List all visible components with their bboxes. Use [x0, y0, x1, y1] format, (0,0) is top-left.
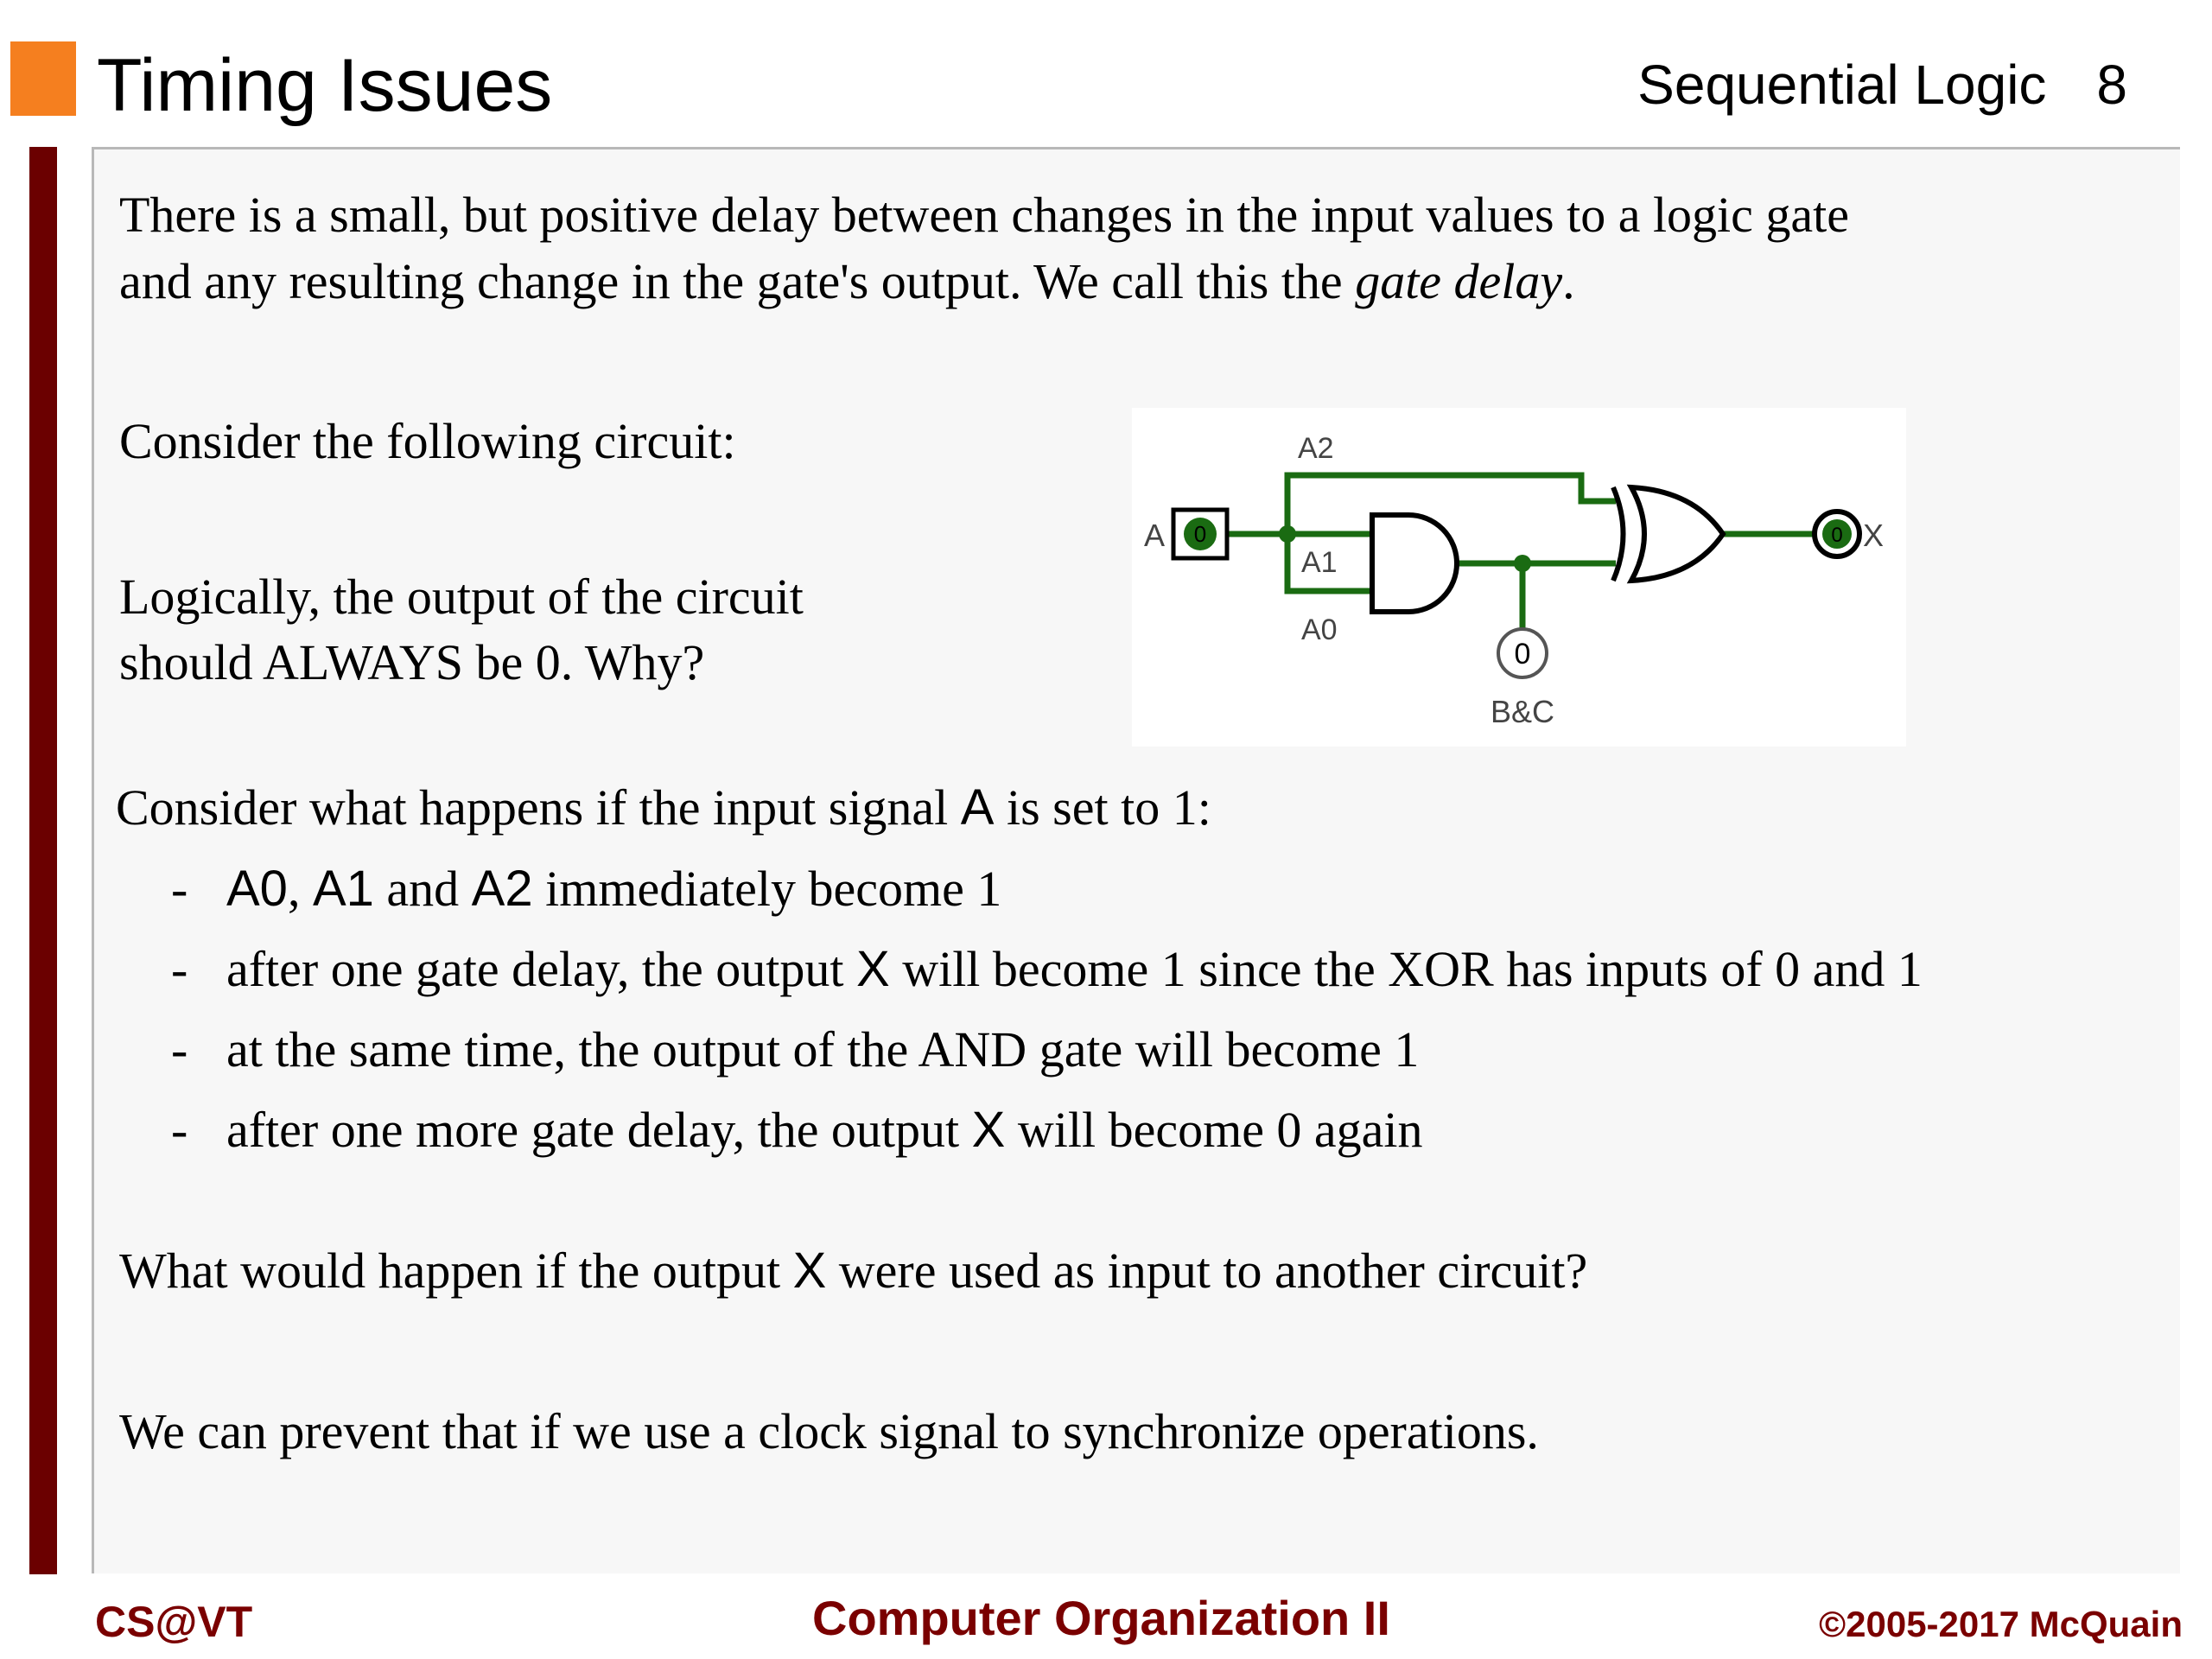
bullet-4 — [226, 1096, 1423, 1164]
slide-title: Timing Issues — [97, 44, 553, 127]
consider-a-text — [116, 774, 1211, 842]
bullet-1 — [226, 855, 1001, 923]
logic-line-2: should ALWAYS be 0. Why? — [119, 634, 705, 690]
signal-a2: A2 — [471, 861, 533, 917]
bullet-dash-2: - — [171, 941, 188, 997]
bullet-1-sep-1: , — [287, 861, 313, 917]
junction-a — [1279, 525, 1296, 543]
consider-a-part2: is set to 1: — [994, 779, 1211, 836]
label-a0: A0 — [1301, 613, 1338, 646]
intro-line-2-end: . — [1562, 253, 1575, 309]
left-accent-bar — [29, 147, 57, 1574]
signal-a0: A0 — [226, 861, 288, 917]
page-number: 8 — [2096, 54, 2127, 116]
and-gate — [1372, 515, 1457, 612]
slide-header-right — [1637, 43, 2127, 126]
label-a1: A1 — [1301, 546, 1338, 579]
bullet-1-end: immediately become 1 — [532, 861, 1002, 917]
input-pin-value: 0 — [1193, 521, 1207, 547]
probe-label: B&C — [1490, 694, 1555, 729]
circuit-svg — [1132, 408, 1906, 747]
question-part1: What would happen if the output — [119, 1243, 793, 1299]
xor-gate — [1631, 487, 1723, 581]
section-name: Sequential Logic — [1637, 54, 2047, 116]
footer-left: CS@VT — [95, 1598, 253, 1646]
label-a2: A2 — [1298, 432, 1334, 465]
question-part2: were used as input to another circuit? — [826, 1243, 1588, 1299]
signal-a1: A1 — [312, 861, 374, 917]
intro-line-2 — [119, 248, 1575, 315]
title-accent-square — [10, 41, 76, 116]
bullet-3: at the same time, the output of the AND gate will become 1 — [226, 1021, 1420, 1077]
output-pin-value: 0 — [1831, 524, 1843, 547]
bullet-dash-3: - — [171, 1021, 188, 1077]
logic-line-1: Logically, the output of the circuit — [119, 569, 804, 625]
footer-course-name: Computer Organization II — [812, 1591, 1390, 1645]
intro-line-2-text: and any resulting change in the gate's output. We call this the — [119, 253, 1356, 309]
bullet-2 — [226, 936, 1923, 1003]
bullet-1-sep-2: and — [373, 861, 472, 917]
bullet-dash-4: - — [171, 1102, 188, 1158]
bullet-4-part1: after one more gate delay, the output — [226, 1102, 972, 1158]
gate-delay-term: gate delay — [1355, 253, 1563, 309]
footer-copyright: ©2005-2017 McQuain — [1819, 1604, 2183, 1644]
bullet-2-part2: will become 1 since the XOR has inputs of 0 and 1 — [889, 941, 1923, 997]
wire-a2 — [1287, 475, 1616, 534]
signal-x: X — [856, 941, 890, 997]
bullet-4-part2: will become 0 again — [1005, 1102, 1423, 1158]
consider-circuit-text: Consider the following circuit: — [119, 413, 736, 469]
conclusion-text: We can prevent that if we use a clock signal to synchronize operations. — [119, 1403, 1539, 1459]
bullet-2-part1: after one gate delay, the output — [226, 941, 856, 997]
probe-value: 0 — [1514, 638, 1531, 671]
circuit-diagram — [1132, 408, 1906, 747]
intro-line-1: There is a small, but positive delay between changes in the input values to a logic gate — [119, 187, 1850, 243]
question-text — [119, 1237, 1587, 1305]
output-label-x: X — [1863, 518, 1885, 553]
signal-x-3: X — [792, 1243, 827, 1299]
signal-x-2: X — [971, 1102, 1006, 1158]
consider-a-part1: Consider what happens if the input signal — [116, 779, 961, 836]
junction-and-out — [1514, 555, 1531, 572]
signal-a: A — [960, 779, 995, 836]
bullet-dash-1: - — [171, 861, 188, 917]
input-label-a: A — [1144, 518, 1166, 553]
